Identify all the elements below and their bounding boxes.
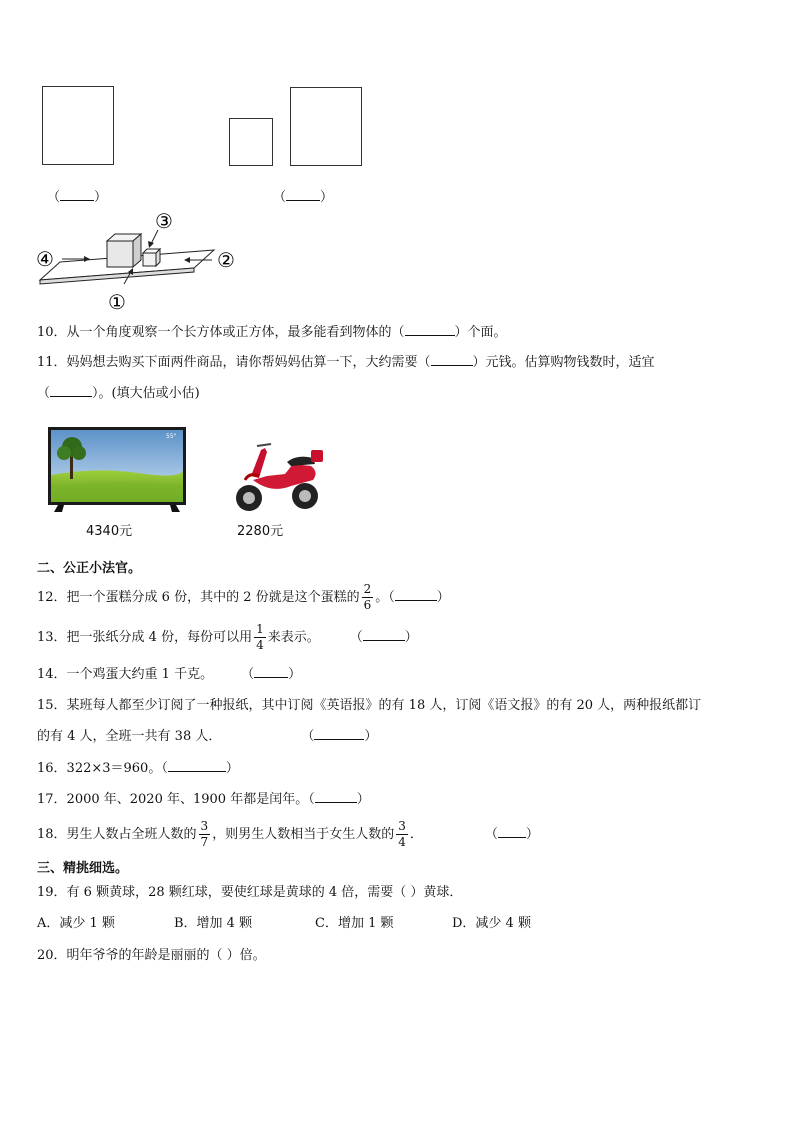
answer-blank[interactable] [363,628,405,641]
answer-blank[interactable] [286,188,320,201]
answer-blank[interactable] [314,727,364,740]
option-d[interactable]: D．减少 4 颗 [452,916,531,931]
question-11-line2: （ ）。(填大估或小估) [37,386,200,401]
option-b[interactable]: B．增加 4 颗 [174,916,253,931]
answer-blank[interactable] [405,323,455,336]
big-cube-front [107,241,133,267]
scooter-image [231,436,325,514]
question-14: 14．一个鸡蛋大约重 1 千克。 （ ） [37,667,302,682]
question-16: 16．322×3＝960。（ ） [37,761,239,776]
question-17: 17．2000 年、2020 年、1900 年都是闰年。（ ） [37,792,370,807]
question-15-line1: 15．某班每人都至少订阅了一种报纸，其中订阅《英语报》的有 18 人，订阅《语文报》的有 20 人，两种报纸都订 [37,698,702,713]
answer-blank[interactable] [254,665,288,678]
fraction-3-7: $\frac{3}{7}$ [200,819,209,849]
view-answer-left: （ ） [47,190,108,205]
question-10: 10．从一个角度观察一个长方体或正方体，最多能看到物体的（ ）个面。 [37,325,507,340]
answer-blank[interactable] [431,353,473,366]
diagram-label-4: ④ [36,247,54,271]
view-square-large-left [42,86,114,165]
answer-blank[interactable] [50,384,92,397]
tv-size-tag: 55" [166,433,177,440]
diagram-label-2: ② [217,248,235,272]
small-cube-front [143,253,156,266]
question-19: 19．有 6 颗黄球，28 颗红球，要使红球是黄球的 4 倍，需要（ ）黄球． [37,885,463,900]
answer-blank[interactable] [498,825,526,838]
question-15-line2: 的有 4 人，全班一共有 38 人． （ ） [37,729,378,744]
diagram-label-1: ① [108,290,126,314]
tv-price: 4340元 [86,524,133,539]
answer-blank[interactable] [315,790,357,803]
option-c[interactable]: C．增加 1 颗 [315,916,394,931]
section-3-title: 三、精挑细选。 [37,861,129,876]
answer-blank[interactable] [60,188,94,201]
answer-blank[interactable] [395,588,437,601]
option-a[interactable]: A．减少 1 颗 [37,916,115,931]
tv-image [48,427,186,513]
answer-blank[interactable] [168,759,226,772]
view-answer-right: （ ） [273,190,334,205]
diagram-label-3: ③ [155,209,173,233]
view-square-small [229,118,273,166]
fraction-3-4: $\frac{3}{4}$ [398,819,406,849]
question-20: 20．明年爷爷的年龄是丽丽的（ ）倍。 [37,948,266,963]
question-18: 18．男生人数占全班人数的 $\frac{3}{7}$ ，则男生人数相当于女生人数的 $\frac{3}{4}$ ． （ ） [37,819,539,849]
question-13: 13．把一张纸分成 4 份，每份可以用 $\frac{1}{4}$ 来表示。 （ ） [37,622,418,652]
question-11-line1: 11．妈妈想去购买下面两件商品，请你帮妈妈估算一下，大约需要（ ）元钱。估算购物钱数时，适宜 [37,355,655,370]
cube-view-diagram [34,208,249,314]
view-square-large-right [290,87,362,166]
question-12: 12．把一个蛋糕分成 6 份，其中的 2 份就是这个蛋糕的 $\frac{2}{6}$ 。（ ） [37,582,450,612]
section-2-title: 二、公正小法官。 [37,561,142,576]
fraction-2-6: $\frac{2}{6}$ [363,582,372,612]
scooter-price: 2280元 [237,524,284,539]
fraction-1-4: $\frac{1}{4}$ [256,622,264,652]
